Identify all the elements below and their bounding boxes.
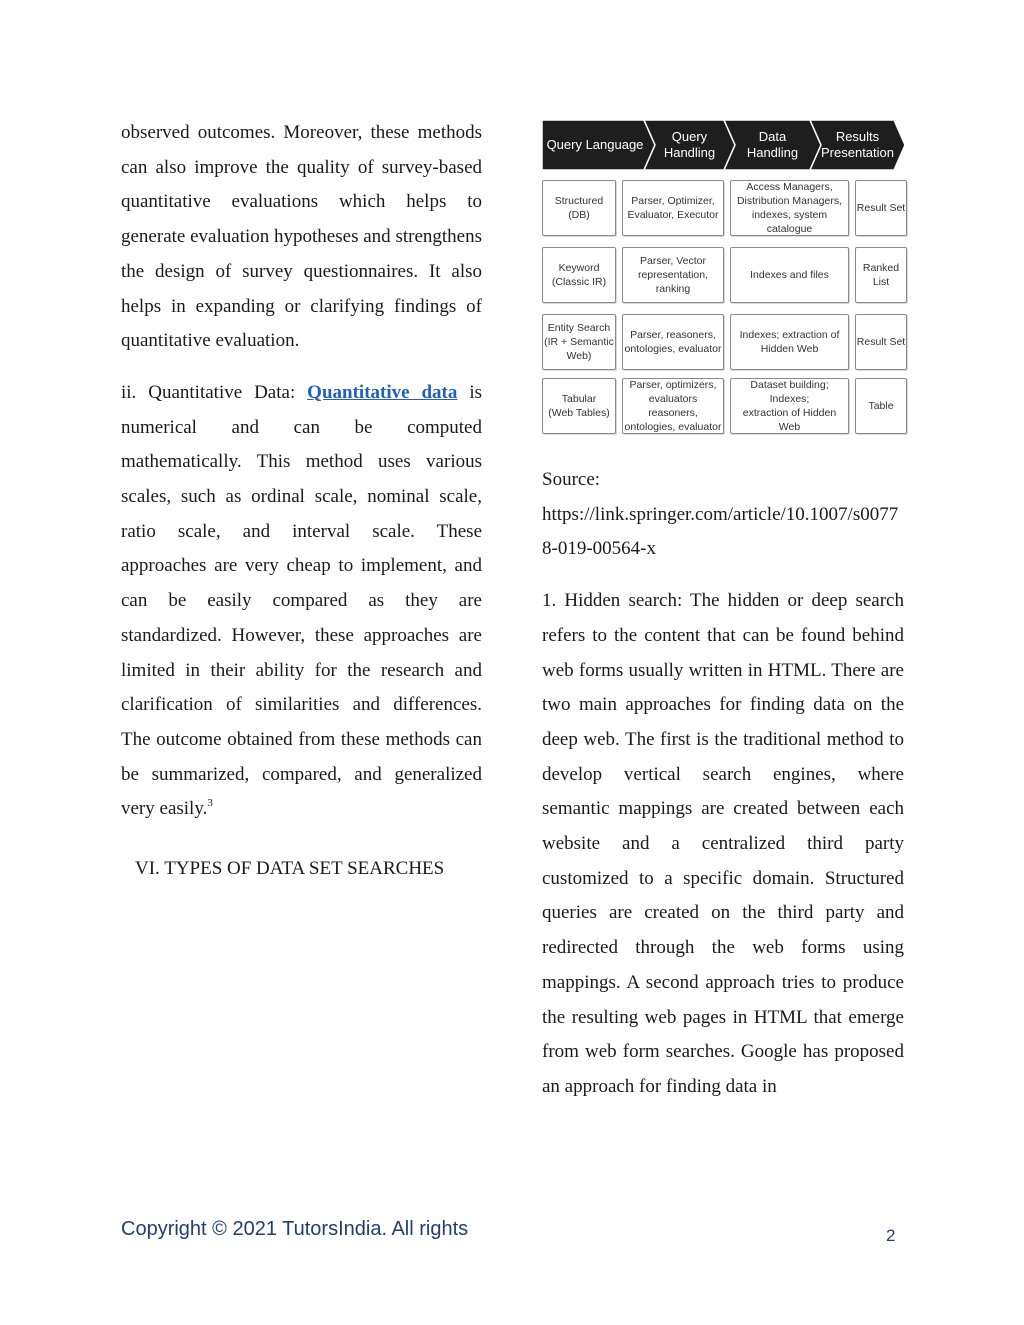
source-url: https://link.springer.com/article/10.1007/s00778-019-00564-x (542, 503, 899, 560)
figure-cell: Parser, optimizers, evaluators reasoners, ontologies, evaluator (622, 378, 724, 434)
figure-cell: Result Set (855, 180, 907, 236)
figure-cell: Parser, reasoners, ontologies, evaluator (622, 314, 724, 370)
stage-label: Query Language (546, 137, 644, 152)
quantitative-data-link[interactable]: Quantitative data (307, 381, 458, 403)
page-number: 2 (886, 1226, 896, 1245)
figure-cell: Entity Search (IR + Semantic Web) (542, 314, 616, 370)
paragraph-quantitative-data (121, 376, 482, 827)
figure-cell: Parser, Optimizer, Evaluator, Executor (622, 180, 724, 236)
source-label: Source: (542, 469, 601, 490)
paragraph: observed outcomes. Moreover, these methods can also improve the quality of survey-based quantitative evaluations which helps to generate evaluation hypotheses and strengthens the design of survey questionnaires. It also helps in expanding or clarifying findings of quantitative evaluation. (121, 122, 482, 352)
figure-cell: Structured (DB) (542, 180, 616, 236)
copyright-text: Copyright © 2021 TutorsIndia. All rights (121, 1218, 469, 1240)
paragraph-prefix: ii. Quantitative Data: (121, 381, 308, 403)
paragraph-hidden-search: 1. Hidden search: The hidden or deep search refers to the content that can be found behind web forms usually written in HTML. There are two main approaches for finding data on the deep web. The first is the traditional method to develop vertical search engines, where semantic mappings are created between each website and a centralized third party customized to a specific domain. Structured queries are created on the third party and redirected through the web forms using mappings. A second approach tries to produce the resulting web pages in HTML that emerge from web form searches. Google has proposed an approach for finding data in (542, 590, 904, 1097)
figure-cell: Dataset building; Indexes; extraction of Hidden Web (730, 378, 849, 434)
footnote-marker: 3 (207, 797, 213, 810)
figure-cell: Ranked List (855, 247, 907, 303)
figure-cell: Table (855, 378, 907, 434)
stage-label: Results Presentation (821, 129, 894, 160)
figure-cell: Indexes; extraction of Hidden Web (730, 314, 849, 370)
figure-cell: Result Set (855, 314, 907, 370)
stage-label: Query Handling (663, 129, 716, 160)
paragraph-body: is numerical and can be computed mathematically. This method uses various scales, such as ordinal scale, nominal scale, ratio scale, and interval scale. These approaches are very cheap to implement, and can be easily compared as they are standardized. However, these approaches are limited in their ability for the research and clarification of similarities and differences. The outcome obtained from these methods can be summarized, compared, and generalized very easily. (121, 381, 482, 820)
stage-label: Data Handling (746, 129, 799, 160)
right-column (542, 463, 904, 1105)
figure-cell: Keyword (Classic IR) (542, 247, 616, 303)
data-search-figure (542, 120, 908, 438)
figure-cell: Tabular (Web Tables) (542, 378, 616, 434)
figure-cell: Indexes and files (730, 247, 849, 303)
section-heading: VI. TYPES OF DATA SET SEARCHES (135, 858, 445, 880)
left-column (121, 116, 482, 887)
figure-cell: Parser, Vector representation, ranking (622, 247, 724, 303)
figure-cell: Access Managers, Distribution Managers, indexes, system catalogue (730, 180, 849, 236)
